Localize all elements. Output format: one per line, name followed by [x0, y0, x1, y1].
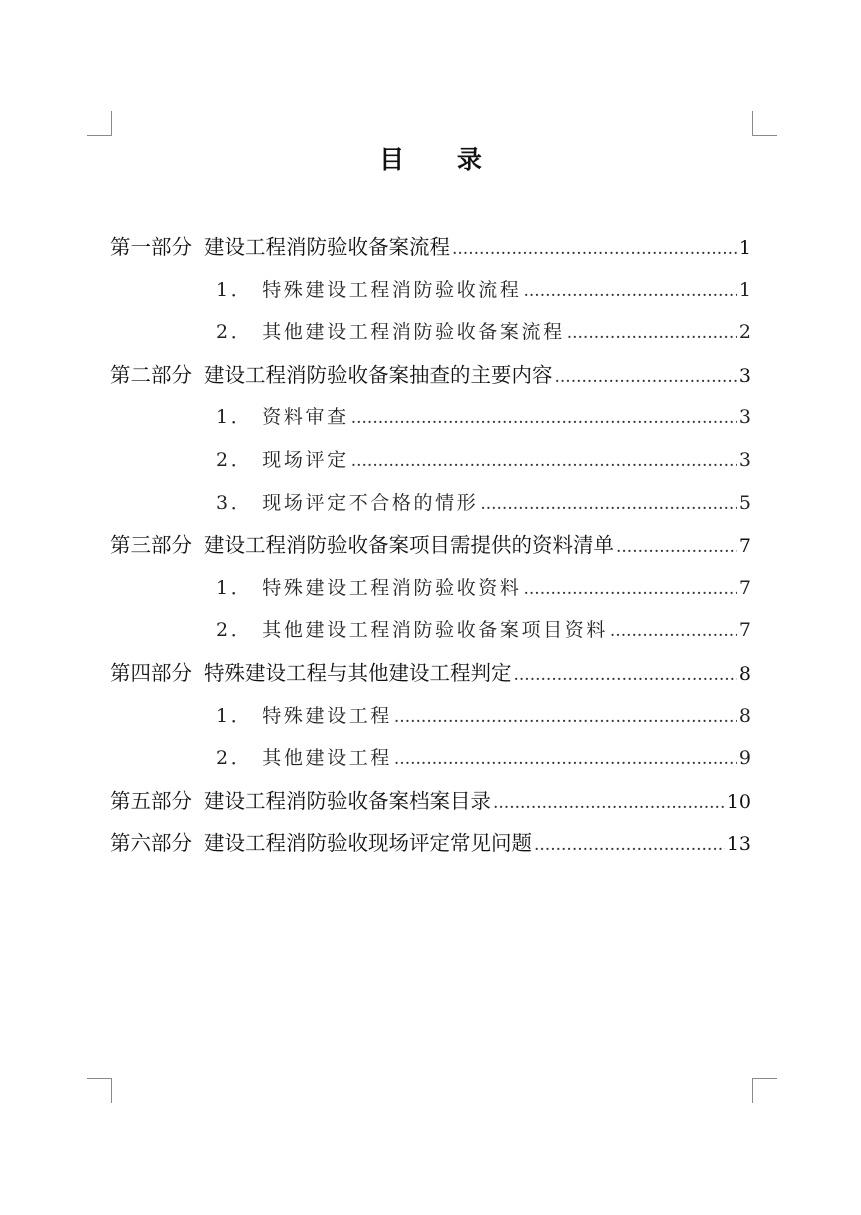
part-label: 第二部分 — [110, 362, 192, 387]
entry-title: 特殊建设工程消防验收资料 — [262, 576, 522, 599]
page-number: 9 — [738, 747, 751, 770]
entry-title: 特殊建设工程与其他建设工程判定 — [204, 660, 512, 685]
entry-title: 建设工程消防验收现场评定常见问题 — [204, 831, 532, 856]
crop-mark-bottom-left — [87, 1078, 112, 1103]
dot-leader — [351, 440, 737, 482]
entry-title: 其他建设工程消防验收备案项目资料 — [262, 619, 608, 642]
dot-leader — [351, 397, 737, 439]
page-number: 3 — [738, 364, 751, 387]
toc-entry-part-1[interactable] — [110, 226, 751, 269]
page-number: 7 — [738, 576, 751, 599]
part-label: 第三部分 — [110, 533, 192, 558]
page-number: 8 — [738, 662, 751, 685]
entry-number: 1． — [216, 704, 253, 727]
entry-title: 建设工程消防验收备案档案目录 — [204, 788, 491, 813]
toc-entry-3-1[interactable] — [110, 567, 751, 610]
toc-entry-part-6[interactable] — [110, 822, 751, 865]
dot-leader — [493, 782, 725, 823]
page-number: 3 — [738, 406, 751, 429]
part-label: 第一部分 — [110, 235, 192, 259]
toc-entry-2-2[interactable] — [110, 439, 751, 482]
toc-entry-2-1[interactable] — [110, 396, 751, 439]
entry-title: 建设工程消防验收备案项目需提供的资料清单 — [204, 533, 614, 558]
entry-number: 2． — [216, 321, 253, 344]
part-label: 第五部分 — [110, 788, 192, 813]
crop-mark-top-right — [752, 111, 777, 136]
page-title: 目 录 — [379, 145, 504, 174]
toc-entry-part-4[interactable] — [110, 652, 751, 695]
toc-entry-1-1[interactable] — [110, 269, 751, 312]
dot-leader — [480, 483, 737, 525]
entry-title: 其他建设工程 — [262, 747, 392, 770]
dot-leader — [394, 696, 737, 738]
page-number: 10 — [726, 790, 751, 813]
part-label: 第四部分 — [110, 660, 192, 685]
toc-entry-4-1[interactable] — [110, 695, 751, 738]
entry-title: 建设工程消防验收备案流程 — [204, 235, 450, 259]
entry-title: 现场评定 — [262, 448, 349, 471]
crop-mark-bottom-right — [752, 1078, 777, 1103]
entry-number: 1． — [216, 576, 253, 599]
toc-entry-part-3[interactable] — [110, 524, 751, 567]
entry-number: 1． — [216, 406, 253, 429]
dot-leader — [524, 568, 737, 610]
page-number: 5 — [738, 491, 751, 514]
entry-number: 2． — [216, 747, 253, 770]
crop-mark-top-left — [87, 111, 112, 136]
dot-leader — [394, 738, 737, 780]
toc-entry-part-2[interactable] — [110, 354, 751, 397]
page-number: 7 — [738, 619, 751, 642]
dot-leader — [610, 610, 737, 652]
part-label: 第六部分 — [110, 831, 192, 856]
table-of-contents — [110, 226, 751, 865]
toc-entry-part-5[interactable] — [110, 780, 751, 823]
entry-number: 2． — [216, 448, 253, 471]
dot-leader — [452, 228, 737, 269]
toc-entry-3-2[interactable] — [110, 609, 751, 652]
dot-leader — [555, 356, 737, 397]
toc-entry-2-3[interactable] — [110, 482, 751, 525]
dot-leader — [616, 526, 737, 567]
entry-title: 建设工程消防验收备案抽查的主要内容 — [204, 362, 553, 387]
page-number: 13 — [726, 833, 751, 856]
dot-leader — [524, 270, 737, 312]
entry-number: 2． — [216, 619, 253, 642]
page-number: 8 — [738, 704, 751, 727]
toc-entry-1-2[interactable] — [110, 311, 751, 354]
page-number: 1 — [738, 237, 751, 259]
page-number: 1 — [738, 278, 751, 301]
entry-number: 1． — [216, 278, 253, 301]
dot-leader — [567, 312, 737, 354]
page-number: 7 — [738, 535, 751, 558]
toc-entry-4-2[interactable] — [110, 737, 751, 780]
page-number: 3 — [738, 448, 751, 471]
entry-title: 特殊建设工程 — [262, 704, 392, 727]
entry-title: 其他建设工程消防验收备案流程 — [262, 321, 565, 344]
dot-leader — [534, 824, 725, 865]
dot-leader — [514, 654, 737, 695]
entry-title: 现场评定不合格的情形 — [262, 491, 479, 514]
entry-number: 3． — [216, 491, 253, 514]
entry-title: 特殊建设工程消防验收流程 — [262, 278, 522, 301]
page-number: 2 — [738, 321, 751, 344]
entry-title: 资料审查 — [262, 406, 349, 429]
